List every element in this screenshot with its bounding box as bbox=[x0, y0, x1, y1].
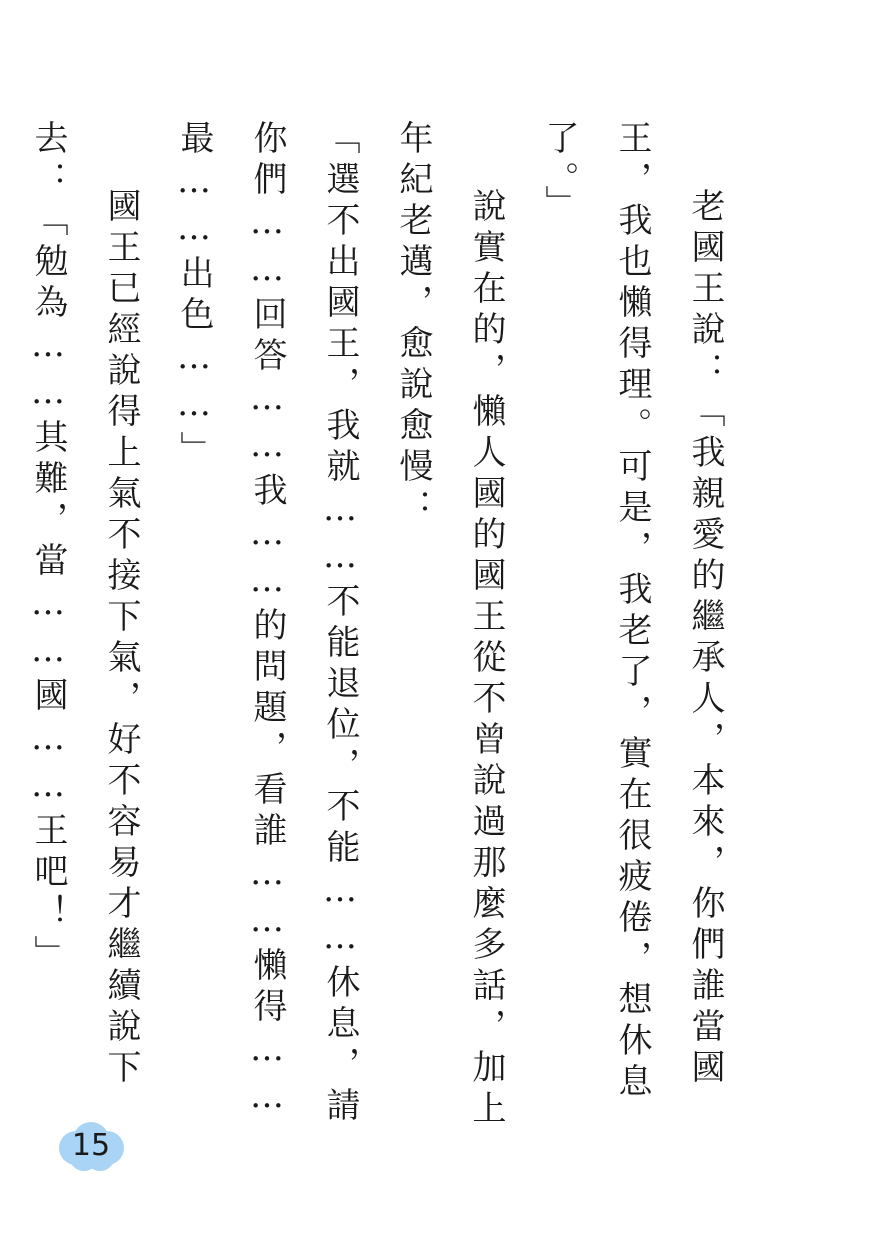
paragraph-3: 「選不出國王，我就……不能退位，不能……休息，請你們……回答……我……的問題，看誰……懶得……最……出色……」 bbox=[174, 120, 360, 1128]
paragraph-2: 說實在的，懶人國的國王從不曾說過那麼多話，加上年紀老邁，愈說愈慢： bbox=[393, 120, 506, 1131]
vertical-text-body bbox=[11, 120, 741, 1140]
paragraph-1: 老國王說：「我親愛的繼承人，本來，你們誰當國王，我也懶得理。可是，我老了，實在很疲倦，想休息了。」 bbox=[539, 120, 725, 1104]
page-number-badge bbox=[54, 1118, 128, 1174]
paragraph-4: 國王已經說得上氣不接下氣，好不容易才繼續說下去：「勉為……其難，當……國……王吧！」 bbox=[28, 120, 141, 1090]
page-number: 15 bbox=[71, 1128, 111, 1163]
